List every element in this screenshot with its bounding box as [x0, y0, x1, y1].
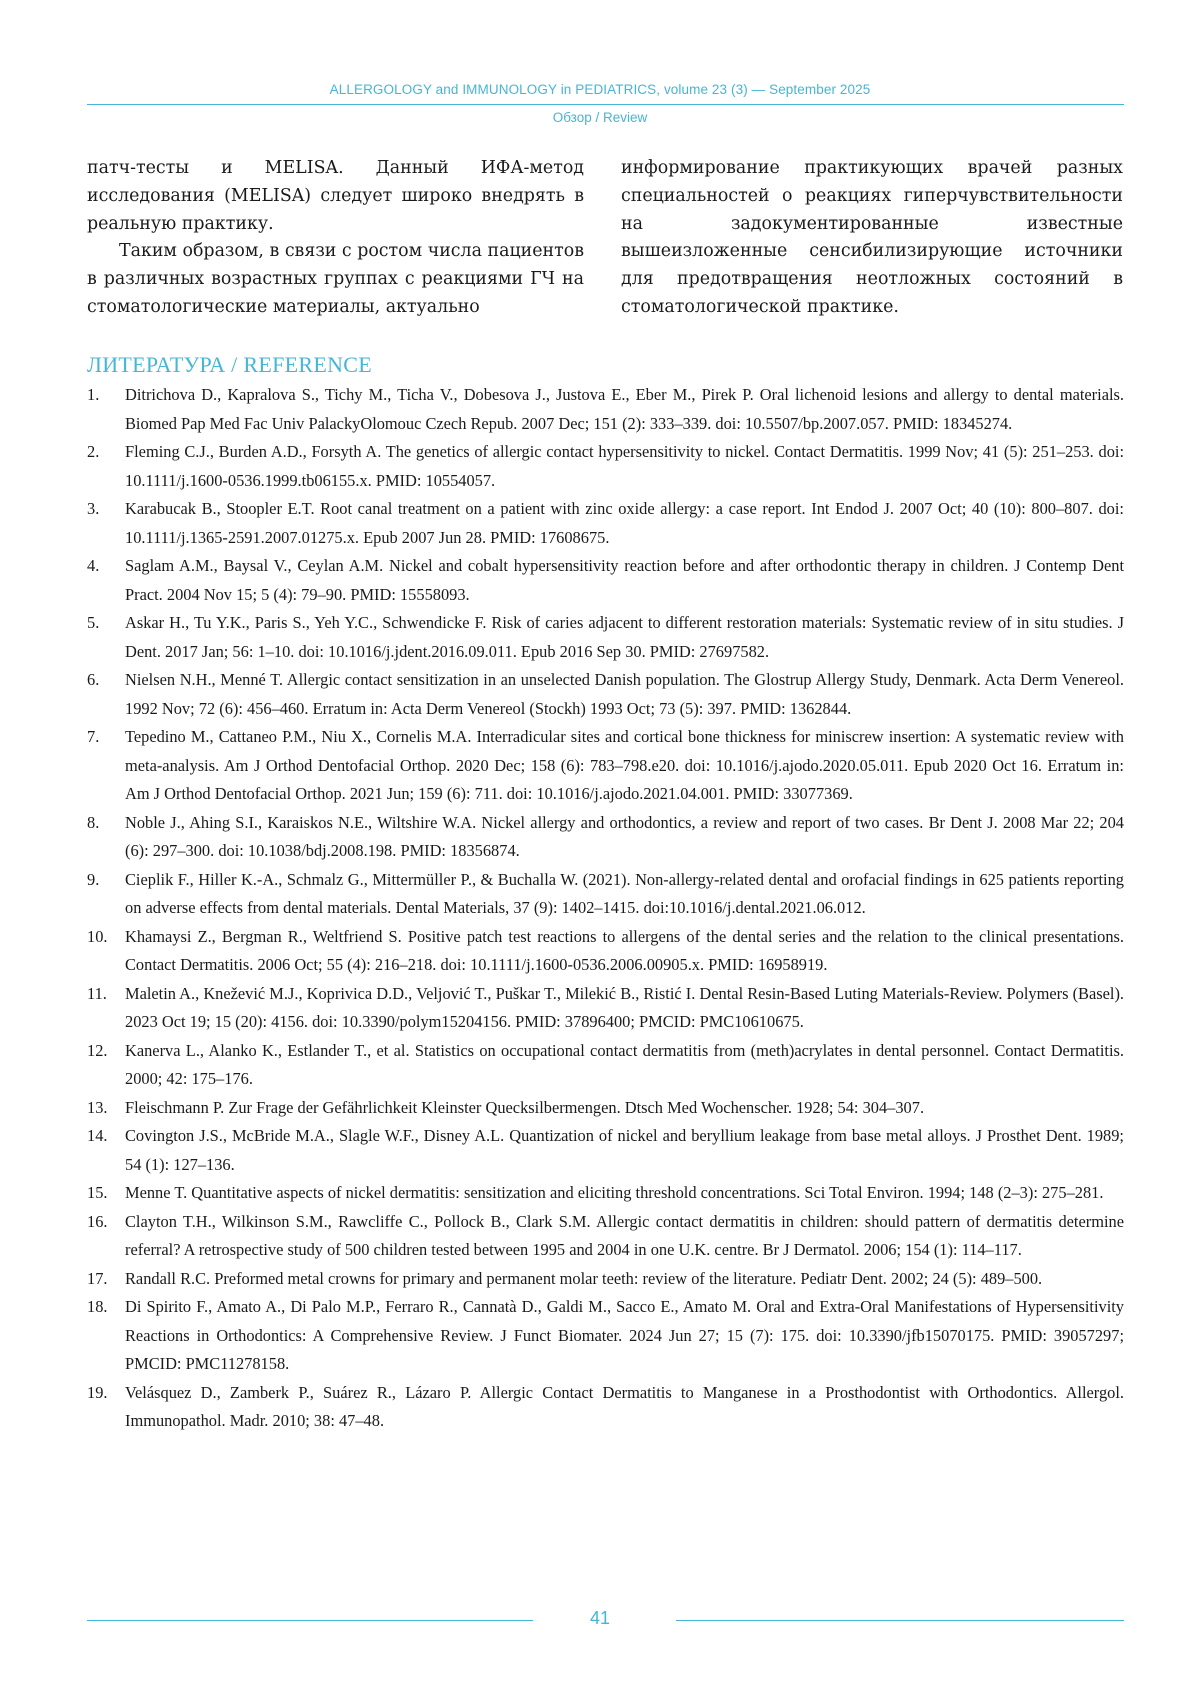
- reference-text: Saglam A.M., Baysal V., Ceylan A.M. Nickel and cobalt hypersensitivity reaction before and after orthodontic therapy in children. J Contemp Dent Pract. 2004 Nov 15; 5 (4): 79–90. PMID: 15558093.: [125, 556, 1124, 604]
- reference-item: [87, 980, 1124, 1037]
- reference-text: Maletin A., Knežević M.J., Koprivica D.D., Veljović T., Puškar T., Milekić B., Ristić I. Dental Resin-Based Luting Materials-Review. Polymers (Basel). 2023 Oct 19; 15 (20): 4156. doi: 10.3390/polym15204156. PMID: 37896400; PMCID: PMC10610675.: [125, 983, 1124, 1031]
- reference-item: [87, 1122, 1124, 1179]
- reference-number: 12.: [87, 1040, 108, 1060]
- reference-number: 16.: [87, 1211, 108, 1231]
- reference-number: 14.: [87, 1126, 108, 1145]
- reference-text: Nielsen N.H., Menné T. Allergic contact sensitization in an unselected Danish population. The Glostrup Allergy Study, Denmark. Acta Derm Venereol. 1992 Nov; 72 (6): 456–460. Erratum in: Acta Derm Venereol (Stockh) 1993 Oct; 73 (5): 397. PMID: 1362844.: [125, 670, 1124, 718]
- reference-number: 4.: [87, 556, 100, 575]
- header-divider: [87, 104, 1124, 105]
- reference-text: Randall R.C. Preformed metal crowns for primary and permanent molar teeth: review of the literature. Pediatr Dent. 2002; 24 (5): 489–500.: [125, 1268, 1043, 1288]
- references-list: [87, 381, 1124, 1436]
- reference-item: [87, 1208, 1124, 1265]
- reference-text: Clayton T.H., Wilkinson S.M., Rawcliffe C., Pollock B., Clark S.M. Allergic contact dermatitis in children: should pattern of dermatitis determine referral? A retrospective study of 500 children tested between 1995 and 2004 in one U.K. centre. Br J Dermatol. 2006; 154 (1): 114–117.: [125, 1211, 1124, 1259]
- reference-item: [87, 1094, 1124, 1123]
- footer-divider-right: [676, 1620, 1124, 1621]
- reference-text: Menne T. Quantitative aspects of nickel dermatitis: sensitization and eliciting threshold concentrations. Sci Total Environ. 1994; 148 (2–3): 275–281.: [125, 1183, 1104, 1202]
- journal-running-header: ALLERGOLOGY and IMMUNOLOGY in PEDIATRICS, volume 23 (3) — September 2025: [329, 82, 871, 97]
- reference-item: [87, 438, 1124, 495]
- reference-item: [87, 809, 1124, 866]
- reference-item: [87, 1037, 1124, 1094]
- reference-item: [87, 1379, 1124, 1436]
- reference-text: Fleischmann P. Zur Frage der Gefährlichkeit Kleinster Quecksilbermengen. Dtsch Med Wochenscher. 1928; 54: 304–307.: [125, 1097, 925, 1117]
- reference-text: Tepedino M., Cattaneo P.M., Niu X., Cornelis M.A. Interradicular sites and cortical bone thickness for miniscrew insertion: A systematic review with meta-analysis. Am J Orthod Dentofacial Orthop. 2020 Dec; 158 (6): 783–798.e20. doi: 10.1016/j.ajodo.2020.05.011. Epub 2020 Oct 16. Erratum in: Am J Orthod Dentofacial Orthop. 2021 Jun; 159 (6): 711. doi: 10.1016/j.ajodo.2021.04.001. PMID: 33077369.: [125, 727, 1124, 803]
- reference-item: [87, 866, 1124, 923]
- reference-text: Fleming C.J., Burden A.D., Forsyth A. The genetics of allergic contact hypersensitivity to nickel. Contact Dermatitis. 1999 Nov; 41 (5): 251–253. doi: 10.1111/j.1600-0536.1999.tb06155.x. PMID: 10554057.: [125, 442, 1124, 490]
- reference-number: 10.: [87, 926, 108, 946]
- reference-text: Cieplik F., Hiller K.-A., Schmalz G., Mittermüller P., & Buchalla W. (2021). Non-allergy-related dental and orofacial findings in 625 patients reporting on adverse effects from dental materials. Dental Materials, 37 (9): 1402–1415. doi:10.1016/j.dental.2021.06.012.: [125, 869, 1124, 917]
- reference-number: 2.: [87, 442, 100, 461]
- reference-number: 3.: [87, 499, 100, 518]
- reference-number: 8.: [87, 812, 100, 832]
- reference-number: 19.: [87, 1382, 108, 1402]
- reference-item: [87, 666, 1124, 723]
- reference-text: Kanerva L., Alanko K., Estlander T., et al. Statistics on occupational contact dermatitis from (meth)acrylates in dental personnel. Contact Dermatitis. 2000; 42: 175–176.: [125, 1040, 1124, 1088]
- reference-item: [87, 609, 1124, 666]
- reference-item: [87, 1293, 1124, 1379]
- body-paragraph: Таким образом, в связи с ростом числа пациентов в различных возрастных группах с реакциями ГЧ на стоматологические материалы, актуально: [87, 241, 584, 317]
- reference-number: 18.: [87, 1297, 108, 1316]
- reference-item: [87, 723, 1124, 809]
- reference-text: Karabucak B., Stoopler E.T. Root canal treatment on a patient with zinc oxide allergy: a case report. Int Endod J. 2007 Oct; 40 (10): 800–807. doi: 10.1111/j.1365-2591.2007.01275.x. Epub 2007 Jun 28. PMID: 17608675.: [125, 499, 1124, 547]
- reference-number: 9.: [87, 869, 100, 889]
- reference-text: Di Spirito F., Amato A., Di Palo M.P., Ferraro R., Cannatà D., Galdi M., Sacco E., Amato M. Oral and Extra-Oral Manifestations of Hypersensitivity Reactions in Orthodontics: A Comprehensive Review. J Funct Biomater. 2024 Jun 27; 15 (7): 175. doi: 10.3390/jfb15070175. PMID: 39057297; PMCID: PMC11278158.: [125, 1297, 1124, 1373]
- reference-text: Khamaysi Z., Bergman R., Weltfriend S. Positive patch test reactions to allergens of the dental series and the relation to the clinical presentations. Contact Dermatitis. 2006 Oct; 55 (4): 216–218. doi: 10.1111/j.1600-0536.2006.00905.x. PMID: 16958919.: [125, 926, 1124, 974]
- reference-number: 15.: [87, 1183, 108, 1202]
- reference-text: Noble J., Ahing S.I., Karaiskos N.E., Wiltshire W.A. Nickel allergy and orthodontics, a review and report of two cases. Br Dent J. 2008 Mar 22; 204 (6): 297–300. doi: 10.1038/bdj.2008.198. PMID: 18356874.: [125, 812, 1124, 860]
- reference-text: Velásquez D., Zamberk P., Suárez R., Lázaro P. Allergic Contact Dermatitis to Manganese in a Prosthodontist with Orthodontics. Allergol. Immunopathol. Madr. 2010; 38: 47–48.: [125, 1382, 1124, 1430]
- reference-number: 1.: [87, 385, 100, 404]
- body-column-left: [87, 155, 584, 322]
- reference-text: Askar H., Tu Y.K., Paris S., Yeh Y.C., Schwendicke F. Risk of caries adjacent to different restoration materials: Systematic review of in situ studies. J Dent. 2017 Jan; 56: 1–10. doi: 10.1016/j.jdent.2016.09.011. Epub 2016 Sep 30. PMID: 27697582.: [125, 613, 1124, 661]
- page-number: 41: [589, 1608, 611, 1628]
- reference-item: [87, 1179, 1124, 1208]
- references-heading: ЛИТЕРАТУРА / REFERENCE: [87, 352, 372, 377]
- reference-number: 5.: [87, 613, 100, 632]
- reference-item: [87, 495, 1124, 552]
- reference-item: [87, 923, 1124, 980]
- reference-item: [87, 381, 1124, 438]
- reference-item: [87, 552, 1124, 609]
- reference-number: 6.: [87, 670, 100, 689]
- reference-number: 13.: [87, 1097, 108, 1117]
- reference-number: 11.: [87, 983, 107, 1003]
- reference-number: 17.: [87, 1268, 108, 1288]
- body-paragraph: информирование практикующих врачей разных специальностей о реакциях гиперчувствительности на задокументированные известные вышеизложенные сенсибилизирующие источники для предотвращения неотложных состояний в стоматологической практике.: [621, 158, 1123, 317]
- body-paragraph: патч-тесты и MELISA. Данный ИФА-метод исследования (MELISA) следует широко внедрять в реальную практику.: [87, 158, 584, 234]
- reference-text: Ditrichova D., Kapralova S., Tichy M., Ticha V., Dobesova J., Justova E., Eber M., Pirek P. Oral lichenoid lesions and allergy to dental materials. Biomed Pap Med Fac Univ PalackyOlomouc Czech Repub. 2007 Dec; 151 (2): 333–339. doi: 10.5507/bp.2007.057. PMID: 18345274.: [125, 385, 1124, 433]
- body-column-right: [621, 155, 1123, 322]
- section-label: Обзор / Review: [552, 110, 648, 125]
- reference-item: [87, 1265, 1124, 1294]
- reference-number: 7.: [87, 727, 100, 746]
- reference-text: Covington J.S., McBride M.A., Slagle W.F., Disney A.L. Quantization of nickel and beryllium leakage from base metal alloys. J Prosthet Dent. 1989; 54 (1): 127–136.: [125, 1126, 1124, 1174]
